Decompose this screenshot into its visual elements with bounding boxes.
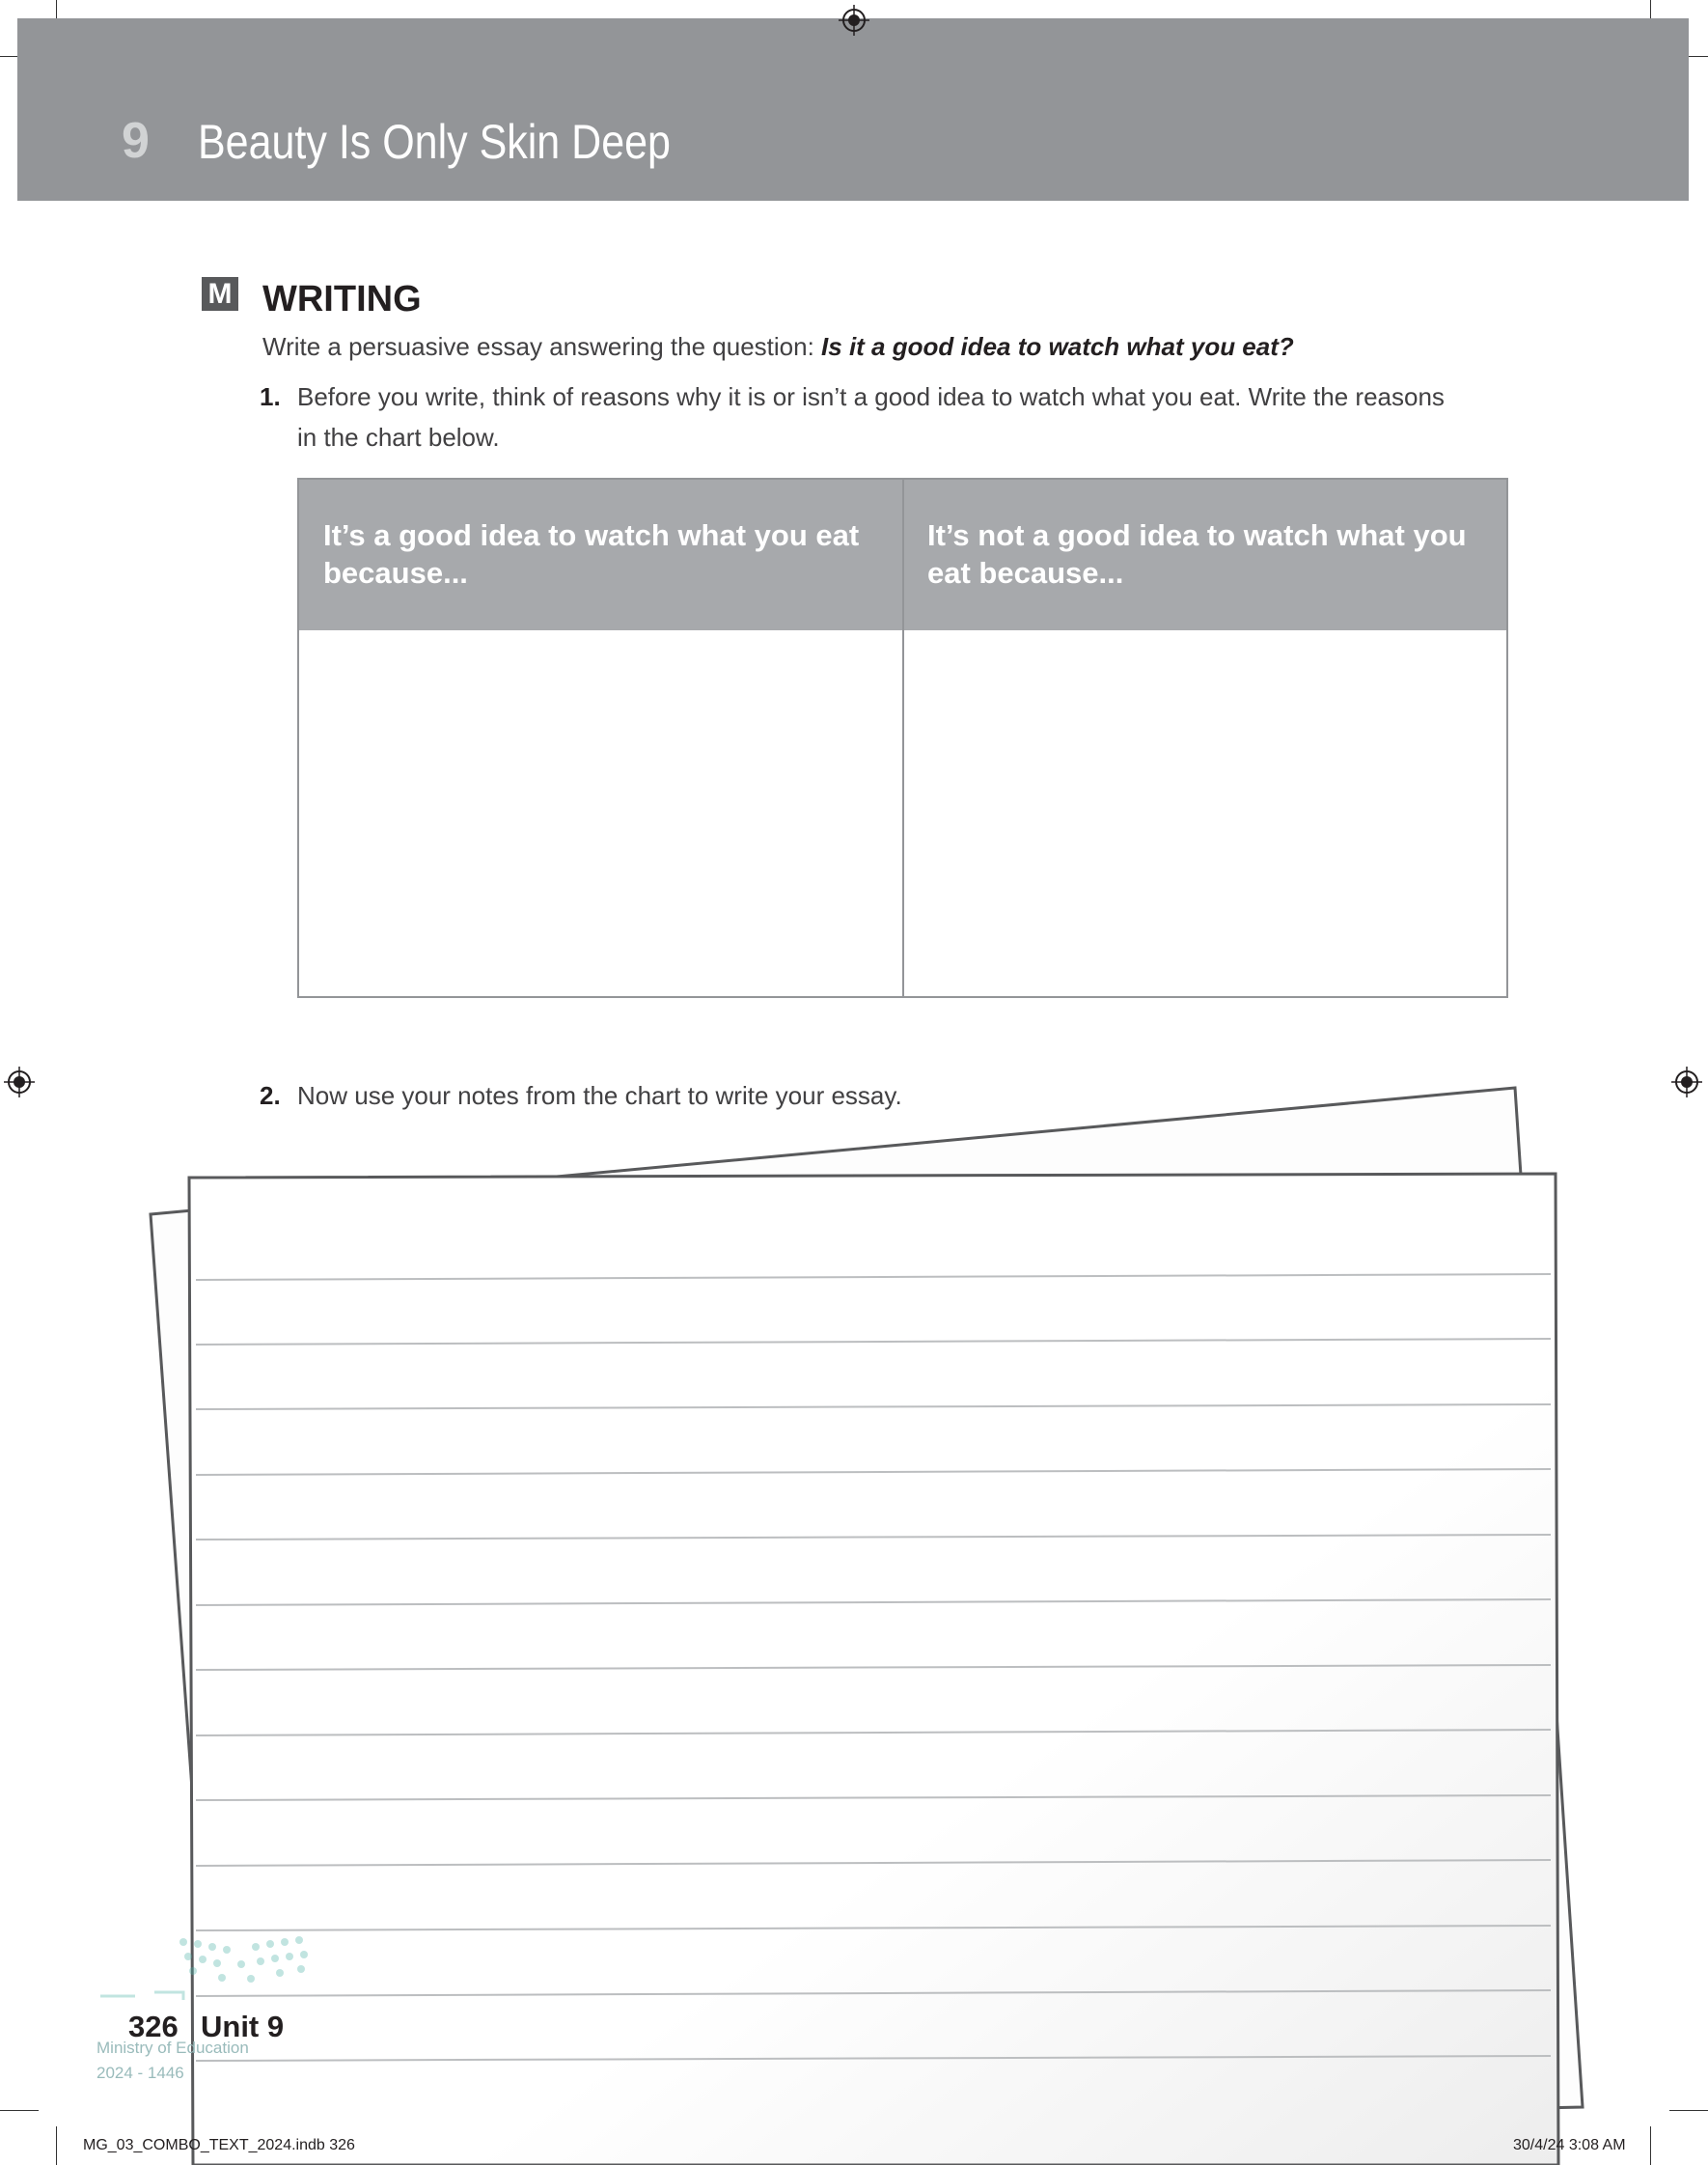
chart-header-pro-line: because... [323,556,468,590]
watermark-text: Ministry of Education [96,2039,249,2057]
chart-header-con-line: eat because... [927,556,1124,590]
chart-header-pro-line: It’s a good idea to watch what you eat [323,518,860,552]
slug-file-info: MG_03_COMBO_TEXT_2024.indb 326 [83,2137,355,2153]
step-text: Before you write, think of reasons why it is or isn’t a good idea to watch what you eat. Write the reasons [297,382,1445,411]
step-number: 2. [260,1081,281,1110]
essay-writing-area[interactable] [193,1180,1554,2164]
section-title: WRITING [262,279,422,319]
step-text: Now use your notes from the chart to write your essay. [297,1081,902,1110]
step-number: 1. [260,382,281,411]
step-text: in the chart below. [297,423,500,452]
chapter-title: Beauty Is Only Skin Deep [198,115,671,169]
chapter-number: 9 [122,113,150,169]
unit-label: Unit 9 [201,2010,285,2043]
intro-question: Is it a good idea to watch what you eat? [821,332,1294,361]
page-number: 326 [128,2010,179,2043]
chart-header-con-line: It’s not a good idea to watch what you [927,518,1467,552]
module-badge: M [202,277,238,311]
intro-prefix: Write a persuasive essay answering the question: [262,332,822,361]
slug-timestamp: 30/4/24 3:08 AM [1513,2137,1626,2153]
watermark-text: 2024 - 1446 [96,2064,184,2082]
